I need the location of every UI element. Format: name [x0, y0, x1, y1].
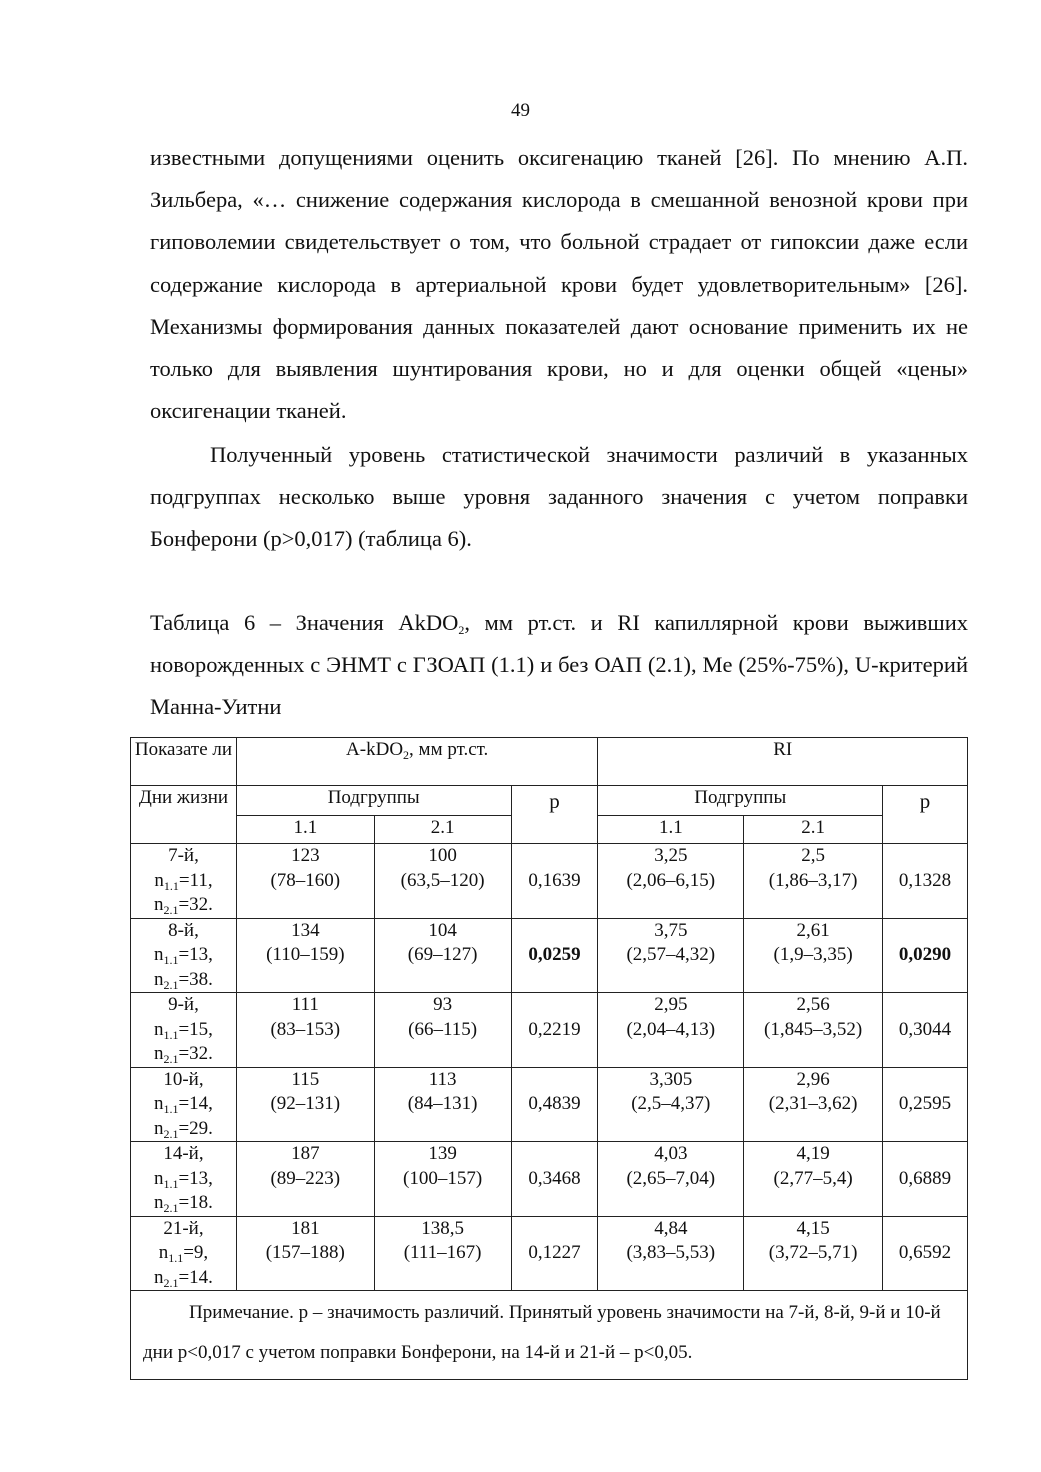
day-cell: 10-й, $n_{1.1}=14$, $n_{2.1}=29$. [131, 1067, 237, 1142]
akdo-2-1-cell: 93 (66–115) [374, 993, 511, 1068]
ri-1-1-cell: 4,84 (3,83–5,53) [598, 1216, 744, 1291]
header-akdo [236, 738, 598, 786]
header-group-1-1-ri: 1.1 [598, 816, 744, 844]
ri-1-1-cell: 4,03 (2,65–7,04) [598, 1142, 744, 1217]
day-cell: 21-й, $n_{1.1}=9$, $n_{2.1}=14$. [131, 1216, 237, 1291]
day-cell: 7-й, $n_{1.1}=11$, $n_{2.1}=32$. [131, 844, 237, 919]
header-akdo-main: A-kDO [346, 739, 404, 760]
day-cell: 8-й, $n_{1.1}=13$, $n_{2.1}=38$. [131, 918, 237, 993]
table-row [131, 1216, 968, 1291]
akdo-1-1-cell: 123 (78–160) [236, 844, 374, 919]
p-akdo-cell: 0,3468 [511, 1142, 598, 1217]
header-akdo-sub: 2 [403, 748, 410, 762]
header-days: Дни жизни [131, 786, 237, 844]
p-ri-cell: 0,0290 [883, 918, 968, 993]
p-akdo-cell: 0,1227 [511, 1216, 598, 1291]
ri-1-1-cell: 3,305 (2,5–4,37) [598, 1067, 744, 1142]
header-subgroups-ri: Подгруппы [598, 786, 883, 816]
table-row [131, 918, 968, 993]
header-subgroups-akdo: Подгруппы [236, 786, 511, 816]
table-row [131, 1142, 968, 1217]
akdo-2-1-cell: 138,5 (111–167) [374, 1216, 511, 1291]
ri-2-1-cell: 2,61 (1,9–3,35) [744, 918, 883, 993]
p-ri-cell: 0,3044 [883, 993, 968, 1068]
akdo-1-1-cell: 187 (89–223) [236, 1142, 374, 1217]
table-note [131, 1291, 968, 1380]
akdo-2-1-cell: 100 (63,5–120) [374, 844, 511, 919]
p-akdo-cell: 0,2219 [511, 993, 598, 1068]
table-note-text: Примечание. p – значимость различий. Принятый уровень значимости на 7-й, 8-й, 9-й и 10-й дни p<0,017 с учетом поправки Бонферони, на 14-й и 21-й – p<0,05. [143, 1302, 941, 1363]
header-indicators: Показате ли [131, 738, 237, 786]
akdo-2-1-cell: 113 (84–131) [374, 1067, 511, 1142]
akdo-2-1-cell: 139 (100–157) [374, 1142, 511, 1217]
p-ri-cell: 0,1328 [883, 844, 968, 919]
table-caption [150, 602, 968, 729]
ri-2-1-cell: 2,56 (1,845–3,52) [744, 993, 883, 1068]
ri-2-1-cell: 4,19 (2,77–5,4) [744, 1142, 883, 1217]
caption-subscript: 2 [458, 623, 465, 637]
header-p-akdo: p [511, 786, 598, 844]
paragraph-2: Полученный уровень статистической значимости различий в указанных подгруппах несколько выше уровня заданного значения с учетом поправки Бонферони (p>0,017) (таблица 6). [150, 442, 968, 552]
caption-part-2: , мм рт.ст. и RI капиллярной крови выживших новорожденных с ЭНМТ с ГЗОАП (1.1) и без ОАП (2.1), Me (25%-75%), U-критерий Манна-Уитни [150, 610, 968, 720]
header-group-1-1-akdo: 1.1 [236, 816, 374, 844]
ri-2-1-cell: 2,5 (1,86–3,17) [744, 844, 883, 919]
header-group-2-1-ri: 2.1 [744, 816, 883, 844]
table-row [131, 844, 968, 919]
day-cell: 9-й, $n_{1.1}=15$, $n_{2.1}=32$. [131, 993, 237, 1068]
header-group-2-1-akdo: 2.1 [374, 816, 511, 844]
akdo-2-1-cell: 104 (69–127) [374, 918, 511, 993]
akdo-1-1-cell: 134 (110–159) [236, 918, 374, 993]
ri-1-1-cell: 2,95 (2,04–4,13) [598, 993, 744, 1068]
p-ri-cell: 0,6592 [883, 1216, 968, 1291]
akdo-1-1-cell: 115 (92–131) [236, 1067, 374, 1142]
header-p-ri: p [883, 786, 968, 844]
p-akdo-cell: 0,4839 [511, 1067, 598, 1142]
results-table [130, 737, 968, 1380]
p-akdo-cell: 0,0259 [511, 918, 598, 993]
header-ri: RI [598, 738, 968, 786]
p-akdo-cell: 0,1639 [511, 844, 598, 919]
p-ri-cell: 0,2595 [883, 1067, 968, 1142]
day-cell: 14-й, $n_{1.1}=13$, $n_{2.1}=18$. [131, 1142, 237, 1217]
caption-part-1: Таблица 6 – Значения AkDO [150, 610, 459, 635]
ri-1-1-cell: 3,75 (2,57–4,32) [598, 918, 744, 993]
table-row [131, 1067, 968, 1142]
header-akdo-rest: , мм рт.ст. [409, 739, 489, 760]
table-row [131, 993, 968, 1068]
paragraph-1: известными допущениями оценить оксигенацию тканей [26]. По мнению А.П. Зильбера, «… снижение содержания кислорода в смешанной венозной крови при гиповолемии свидетельствует о том, что больной страдает от гипоксии даже если содержание кислорода в артериальной крови будет удовлетворительным» [26]. Механизмы формирования данных показателей дают основание применить их не только для выявления шунтирования крови, но и для оценки общей «цены» оксигенации тканей. [150, 145, 968, 424]
page-number: 49 [511, 100, 530, 121]
ri-2-1-cell: 4,15 (3,72–5,71) [744, 1216, 883, 1291]
p-ri-cell: 0,6889 [883, 1142, 968, 1217]
akdo-1-1-cell: 181 (157–188) [236, 1216, 374, 1291]
ri-2-1-cell: 2,96 (2,31–3,62) [744, 1067, 883, 1142]
ri-1-1-cell: 3,25 (2,06–6,15) [598, 844, 744, 919]
akdo-1-1-cell: 111 (83–153) [236, 993, 374, 1068]
